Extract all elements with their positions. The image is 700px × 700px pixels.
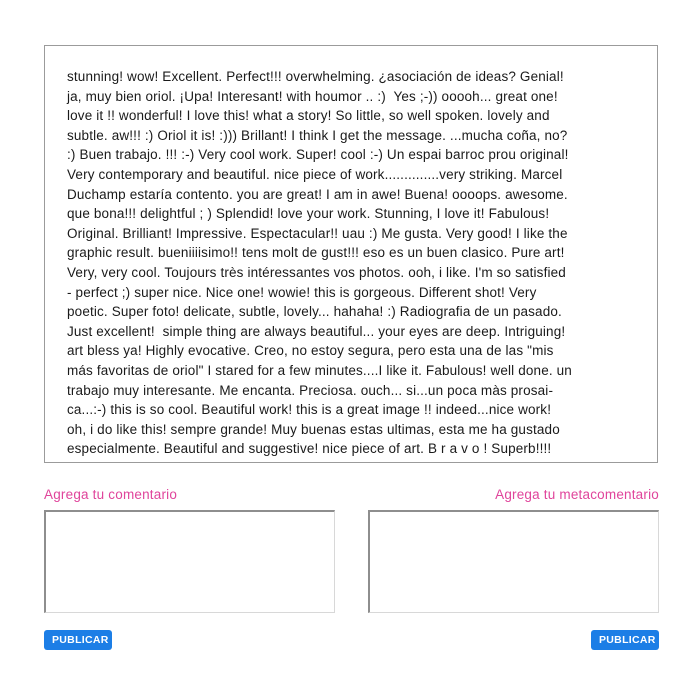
publish-comment-button[interactable]: PUBLICAR xyxy=(44,630,112,650)
metacomment-textarea[interactable] xyxy=(368,510,659,613)
add-metacomment-label: Agrega tu metacomentario xyxy=(495,487,659,502)
comments-panel xyxy=(44,45,658,463)
add-comment-label: Agrega tu comentario xyxy=(44,487,178,502)
publish-metacomment-button[interactable]: PUBLICAR xyxy=(591,630,659,650)
comments-text: stunning! wow! Excellent. Perfect!!! overwhelming. ¿asociación de ideas? Genial! ja, muy bien oriol. ¡Upa! Interesant! with houmor .. :) Yes ;-)) ooooh... great one! love it !! wonderful! I love this! what a story! So little, so well spoken. lovely and subtle. aw!!! :) Oriol it is! :))) Brillant! I think I get the message. ...mucha coña, no? :) Buen trabajo. !!! :-) Very cool work. Super! cool :-) Un espai barroc prou original! Very contemporary and beautiful. nice piece of work..............very striking. Marcel Duchamp estaría contento. you are great! I am in awe! Buena! oooops. awesome. que bona!!! delightful ; ) Splendid! love your work. Stunning, I love it! Fabulous! Original. Brilliant! Impressive. Espectacular!! uau :) Me gusta. Very good! I like the graphic result. bueniiiisimo!! tens molt de gust!!! eso es un buen clasico. Pure art! Very, very cool. Toujours très intéressantes vos photos. ooh, i like. I'm so satisfied - perfect ;) super nice. Nice one! wowie! this is gorgeous. Different shot! Very poetic. Super foto! delicate, subtle, lovely... hahaha! :) Radiografia de un pasado. Just excellent! simple thing are always beautiful... your eyes are deep. Intriguing! art bless ya! Highly evocative. Creo, no estoy segura, pero esta una de las "mis más favoritas de oriol" I stared for a few minutes....I like it. Fabulous! well done. un trabajo muy interesante. Me encanta. Preciosa. ouch... si...un poca màs prosai- ca...:-) this is so cool. Beautiful work! this is a great image !! indeed...nice work! oh, i do like this! sempre grande! Muy buenas estas ultimas, esta me ha gustado especialmente. Beautiful and suggestive! nice piece of art. B r a v o ! Superb!!!! xyxy=(67,69,572,457)
comment-textarea[interactable] xyxy=(44,510,335,613)
